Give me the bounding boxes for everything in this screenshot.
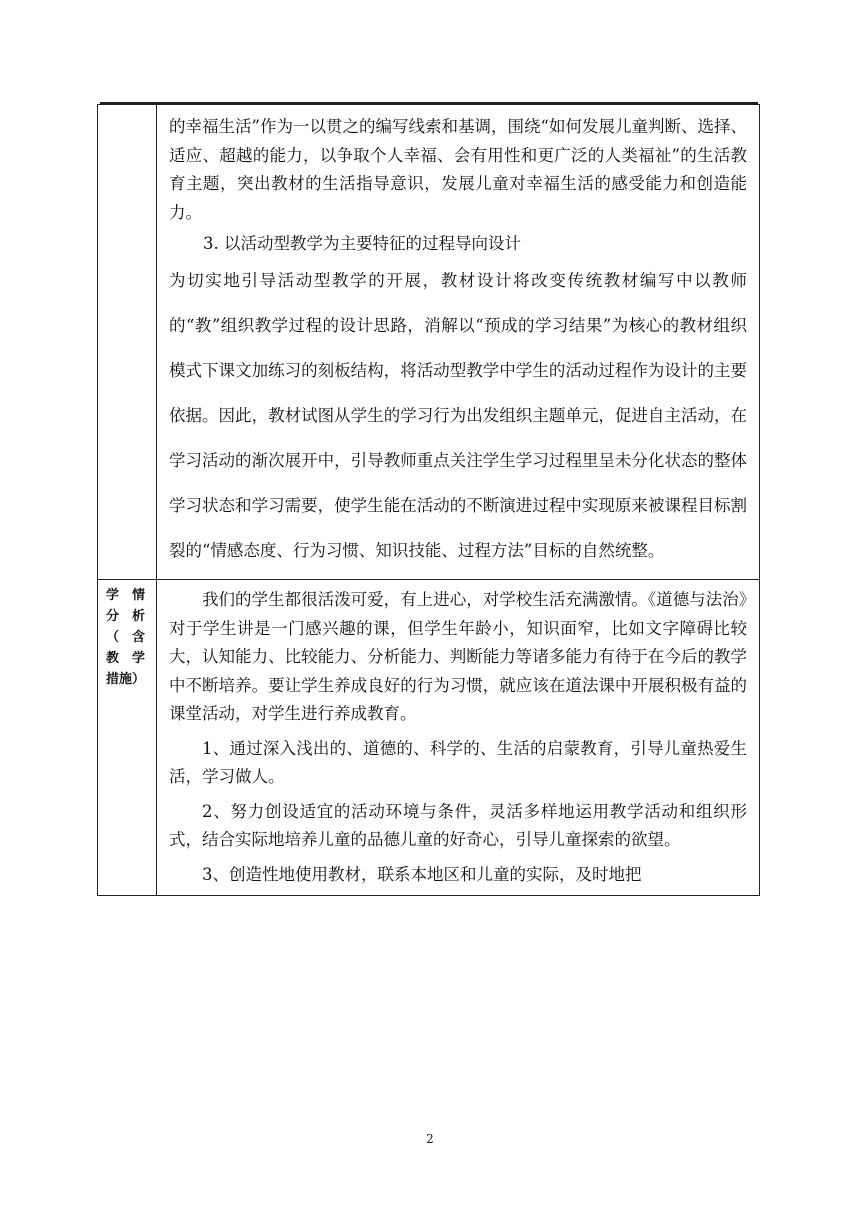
label-line: 分 析 [106,609,146,624]
list-item: 1、通过深入浅出的、道德的、科学的、生活的启蒙教育，引导儿童热爱生活，学习做人。 [169,738,747,786]
label-line: 措施） [106,672,146,687]
label-cell-student-analysis [98,580,157,896]
label-line: 学 情 [106,588,146,603]
content-cell-design [157,105,760,580]
label-line: （ 含 [106,630,146,645]
label-line: 教 学 [106,651,146,666]
section-heading-3: 3. 以活动型教学为主要特征的过程导向设计 [203,234,521,253]
paragraph-activity-teaching: 为切实地引导活动型教学的开展，教材设计将改变传统教材编写中以教师的“教”组织教学过程的设计思路，消解以“预成的学习结果”为核心的教材组织模式下课文加练习的刻板结构，将活动型教学中学生的活动过程作为设计的主要依据。因此，教材试图从学生的学习行为出发组织主题单元，促进自主活动，在学习活动的渐次展开中，引导教师重点关注学生学习过程里呈未分化状态的整体学习状态和学习需要，使学生能在活动的不断演进过程中实现原来被课程目标割裂的“情感态度、行为习惯、知识技能、过程方法”目标的自然统整。 [169,271,747,560]
lesson-plan-table [97,104,760,896]
table-row [98,105,760,580]
content-cell-student-analysis [157,580,760,896]
list-item: 2、努力创设适宜的活动环境与条件，灵活多样地运用教学活动和组织形式，结合实际地培养儿童的品德儿童的好奇心，引导儿童探索的欲望。 [169,801,747,849]
paragraph-continuation: 的幸福生活”作为一以贯之的编写线索和基调，围绕“如何发展儿童判断、选择、适应、超越的能力，以争取个人幸福、会有用性和更广泛的人类福祉”的生活教育主题，突出教材的生活指导意识，发展儿童对幸福生活的感受能力和创造能力。 [169,117,747,222]
table-row [98,580,760,896]
page-number: 2 [426,1132,434,1146]
label-cell-empty [98,105,157,580]
list-item: 3、创造性地使用教材，联系本地区和儿童的实际，及时地把 [202,864,642,884]
paragraph-student-intro: 我们的学生都很活泼可爱，有上进心，对学校生活充满激情。《道德与法治》对于学生讲是一门感兴趣的课，但学生年龄小，知识面窄，比如文字障碍比较大，认知能力、比较能力、分析能力、判断能力等诸多能力有待于在今后的教学中不断培养。要让学生养成良好的行为习惯，就应该在道法课中开展积极有益的课堂活动，对学生进行养成教育。 [169,590,747,723]
